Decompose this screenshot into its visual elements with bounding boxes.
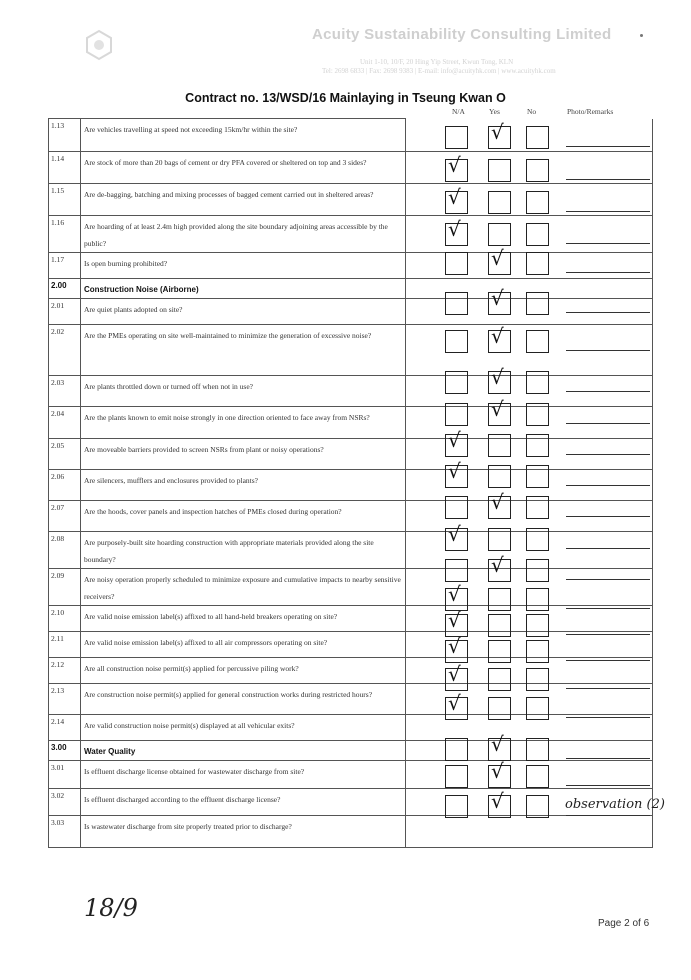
check-mark-icon: √	[448, 691, 461, 715]
check-mark-icon: √	[448, 522, 461, 546]
item-number: 1.14	[49, 152, 81, 184]
remarks-line[interactable]	[566, 350, 650, 351]
remarks-line[interactable]	[566, 272, 650, 273]
item-number: 2.07	[49, 501, 81, 532]
checklist-question: Are valid noise emission label(s) affixed to all air compressors operating on site?	[81, 632, 406, 658]
column-header-no: No	[527, 107, 537, 116]
remarks-line[interactable]	[566, 454, 650, 455]
item-number: 1.13	[49, 119, 81, 152]
remarks-line[interactable]	[566, 688, 650, 689]
checklist-question: Are purposely-built site hoarding construction with appropriate materials provided along the site boundary?	[81, 532, 406, 569]
check-mark-icon: √	[448, 662, 461, 686]
remarks-line[interactable]	[566, 608, 650, 609]
response-cell	[406, 816, 653, 848]
checkbox-yes[interactable]	[488, 434, 511, 457]
table-row	[49, 569, 653, 606]
table-row	[49, 407, 653, 439]
company-name: Acuity Sustainability Consulting Limited	[312, 26, 612, 43]
checkbox-na[interactable]	[445, 765, 468, 788]
checkbox-yes[interactable]	[488, 223, 511, 246]
table-row	[49, 216, 653, 253]
checklist-question: Are valid noise emission label(s) affixed to all hand-held breakers operating on site?	[81, 606, 406, 632]
item-number: 2.05	[49, 439, 81, 470]
checkbox-no[interactable]	[526, 252, 549, 275]
remarks-line[interactable]	[566, 179, 650, 180]
item-number: 2.02	[49, 325, 81, 376]
item-number: 2.00	[49, 279, 81, 299]
item-number: 1.15	[49, 184, 81, 216]
item-number: 2.09	[49, 569, 81, 606]
remarks-line[interactable]	[566, 312, 650, 313]
checklist-question: Are noisy operation properly scheduled to minimize exposure and cumulative impacts to nearby sensitive receivers?	[81, 569, 406, 606]
remarks-line[interactable]	[566, 785, 650, 786]
item-number: 1.16	[49, 216, 81, 253]
check-mark-icon: √	[491, 789, 504, 813]
table-row	[49, 501, 653, 532]
checklist-table	[48, 118, 653, 848]
table-row	[49, 439, 653, 470]
remarks-line[interactable]	[566, 516, 650, 517]
checkbox-na[interactable]	[445, 738, 468, 761]
checkbox-na[interactable]	[445, 252, 468, 275]
letterhead	[0, 0, 691, 90]
column-header-yes: Yes	[489, 107, 500, 116]
item-number: 3.02	[49, 789, 81, 816]
checkbox-no[interactable]	[526, 371, 549, 394]
checkbox-no[interactable]	[526, 765, 549, 788]
remarks-line[interactable]	[566, 485, 650, 486]
checklist-question: Are de-bagging, batching and mixing processes of bagged cement carried out in sheltered areas?	[81, 184, 406, 216]
checklist-question: Is effluent discharge license obtained for wastewater discharge from site?	[81, 761, 406, 789]
document-title: Contract no. 13/WSD/16 Mainlaying in Tseung Kwan O	[185, 91, 506, 105]
checkbox-na[interactable]	[445, 795, 468, 818]
checklist-question: Is effluent discharged according to the effluent discharge license?	[81, 789, 406, 816]
item-number: 3.00	[49, 741, 81, 761]
handwritten-remark: observation (2)	[565, 797, 665, 812]
check-mark-icon: √	[448, 217, 461, 241]
checkbox-no[interactable]	[526, 434, 549, 457]
table-row	[49, 715, 653, 741]
item-number: 3.01	[49, 761, 81, 789]
checkbox-no[interactable]	[526, 159, 549, 182]
checkbox-no[interactable]	[526, 496, 549, 519]
item-number: 2.13	[49, 684, 81, 715]
remarks-line[interactable]	[566, 634, 650, 635]
checkbox-no[interactable]	[526, 528, 549, 551]
remarks-line[interactable]	[566, 146, 650, 147]
item-number: 1.17	[49, 253, 81, 279]
checkbox-yes[interactable]	[488, 640, 511, 663]
checklist-question: Are valid construction noise permit(s) displayed at all vehicular exits?	[81, 715, 406, 741]
check-mark-icon: √	[448, 608, 461, 632]
check-mark-icon: √	[491, 759, 504, 783]
company-logo-icon	[82, 28, 116, 62]
checkbox-yes[interactable]	[488, 465, 511, 488]
table-row	[49, 184, 653, 216]
checkbox-yes[interactable]	[488, 697, 511, 720]
table-row	[49, 152, 653, 184]
check-mark-icon: √	[491, 732, 504, 756]
remarks-line[interactable]	[566, 758, 650, 759]
checkbox-na[interactable]	[445, 330, 468, 353]
item-number: 2.11	[49, 632, 81, 658]
checkbox-na[interactable]	[445, 371, 468, 394]
checklist-question: Are plants throttled down or turned off when not in use?	[81, 376, 406, 407]
scan-speck	[640, 34, 643, 37]
item-number: 2.14	[49, 715, 81, 741]
table-row	[49, 789, 653, 816]
check-mark-icon: √	[491, 553, 504, 577]
check-mark-icon: √	[491, 120, 504, 144]
remarks-line[interactable]	[566, 815, 650, 816]
checkbox-no[interactable]	[526, 795, 549, 818]
table-row	[49, 684, 653, 715]
check-mark-icon: √	[491, 365, 504, 389]
check-mark-icon: √	[448, 428, 461, 452]
handwritten-page-mark: 18/9	[84, 894, 138, 922]
remarks-line[interactable]	[566, 211, 650, 212]
checkbox-yes[interactable]	[488, 528, 511, 551]
checklist-question: Is open burning prohibited?	[81, 253, 406, 279]
checkbox-na[interactable]	[445, 403, 468, 426]
checklist-question: Is wastewater discharge from site properly treated prior to discharge?	[81, 816, 406, 848]
checklist-question: Are the plants known to emit noise strongly in one direction oriented to face away from NSRs?	[81, 407, 406, 439]
table-row	[49, 325, 653, 376]
checklist-question: Are vehicles travelling at speed not exceeding 15km/hr within the site?	[81, 119, 406, 152]
checkbox-no[interactable]	[526, 292, 549, 315]
checkbox-yes[interactable]	[488, 668, 511, 691]
checkbox-yes[interactable]	[488, 191, 511, 214]
section-title: Water Quality	[81, 741, 406, 761]
checkbox-no[interactable]	[526, 126, 549, 149]
page-number: Page 2 of 6	[598, 918, 650, 929]
checklist-question: Are quiet plants adopted on site?	[81, 299, 406, 325]
item-number: 2.06	[49, 470, 81, 501]
remarks-line[interactable]	[566, 717, 650, 718]
table-row	[49, 253, 653, 279]
table-row	[49, 761, 653, 789]
checkbox-no[interactable]	[526, 668, 549, 691]
company-contact: Tel: 2698 6833 | Fax: 2698 9383 | E-mail: info@acuityhk.com | www.acuityhk.com	[322, 67, 556, 75]
item-number: 2.01	[49, 299, 81, 325]
checkbox-no[interactable]	[526, 465, 549, 488]
table-row	[49, 658, 653, 684]
check-mark-icon: √	[448, 185, 461, 209]
table-row	[49, 119, 653, 152]
table-row	[49, 376, 653, 407]
remarks-line[interactable]	[566, 243, 650, 244]
checklist-question: Are stock of more than 20 bags of cement or dry PFA covered or sheltered on top and 3 sides?	[81, 152, 406, 184]
item-number: 2.08	[49, 532, 81, 569]
table-row	[49, 816, 653, 848]
item-number: 2.10	[49, 606, 81, 632]
section-row	[49, 741, 653, 761]
item-number: 2.04	[49, 407, 81, 439]
check-mark-icon: √	[448, 582, 461, 606]
column-header-remarks: Photo/Remarks	[567, 107, 614, 116]
section-title: Construction Noise (Airborne)	[81, 279, 406, 299]
checkbox-no[interactable]	[526, 223, 549, 246]
checkbox-na[interactable]	[445, 559, 468, 582]
checkbox-no[interactable]	[526, 588, 549, 611]
check-mark-icon: √	[448, 153, 461, 177]
remarks-line[interactable]	[566, 423, 650, 424]
checkbox-no[interactable]	[526, 614, 549, 637]
check-mark-icon: √	[491, 246, 504, 270]
checklist-question: Are hoarding of at least 2.4m high provided along the site boundary adjoining areas accessible by the public?	[81, 216, 406, 253]
checklist-question: Are the PMEs operating on site well-maintained to minimize the generation of excessive noise?	[81, 325, 406, 376]
checkbox-na[interactable]	[445, 126, 468, 149]
company-address: Unit 1-10, 10/F, 20 Hing Yip Street, Kwun Tong, KLN	[360, 58, 514, 66]
section-row	[49, 279, 653, 299]
item-number: 2.12	[49, 658, 81, 684]
checkbox-no[interactable]	[526, 697, 549, 720]
table-row	[49, 532, 653, 569]
check-mark-icon: √	[491, 397, 504, 421]
checklist-question: Are silencers, mufflers and enclosures provided to plants?	[81, 470, 406, 501]
check-mark-icon: √	[491, 286, 504, 310]
checkbox-yes[interactable]	[488, 614, 511, 637]
checkbox-no[interactable]	[526, 640, 549, 663]
table-row	[49, 606, 653, 632]
remarks-line[interactable]	[566, 391, 650, 392]
table-row	[49, 632, 653, 658]
check-mark-icon: √	[448, 634, 461, 658]
item-number: 3.03	[49, 816, 81, 848]
checkbox-na[interactable]	[445, 292, 468, 315]
table-row	[49, 470, 653, 501]
checkbox-no[interactable]	[526, 559, 549, 582]
check-mark-icon: √	[448, 459, 461, 483]
checkbox-no[interactable]	[526, 738, 549, 761]
column-header-na: N/A	[452, 107, 465, 116]
check-mark-icon: √	[491, 324, 504, 348]
remarks-line[interactable]	[566, 579, 650, 580]
remarks-line[interactable]	[566, 548, 650, 549]
checklist-question: Are the hoods, cover panels and inspection hatches of PMEs closed during operation?	[81, 501, 406, 532]
checklist-question: Are construction noise permit(s) applied for general construction works during restricted hours?	[81, 684, 406, 715]
checkbox-yes[interactable]	[488, 159, 511, 182]
remarks-line[interactable]	[566, 660, 650, 661]
checkbox-no[interactable]	[526, 403, 549, 426]
item-number: 2.03	[49, 376, 81, 407]
checklist-question: Are moveable barriers provided to screen NSRs from plant or noisy operations?	[81, 439, 406, 470]
table-row	[49, 299, 653, 325]
checkbox-no[interactable]	[526, 191, 549, 214]
checkbox-yes[interactable]	[488, 588, 511, 611]
check-mark-icon: √	[491, 490, 504, 514]
checkbox-no[interactable]	[526, 330, 549, 353]
checklist-question: Are all construction noise permit(s) applied for percussive piling work?	[81, 658, 406, 684]
checkbox-na[interactable]	[445, 496, 468, 519]
